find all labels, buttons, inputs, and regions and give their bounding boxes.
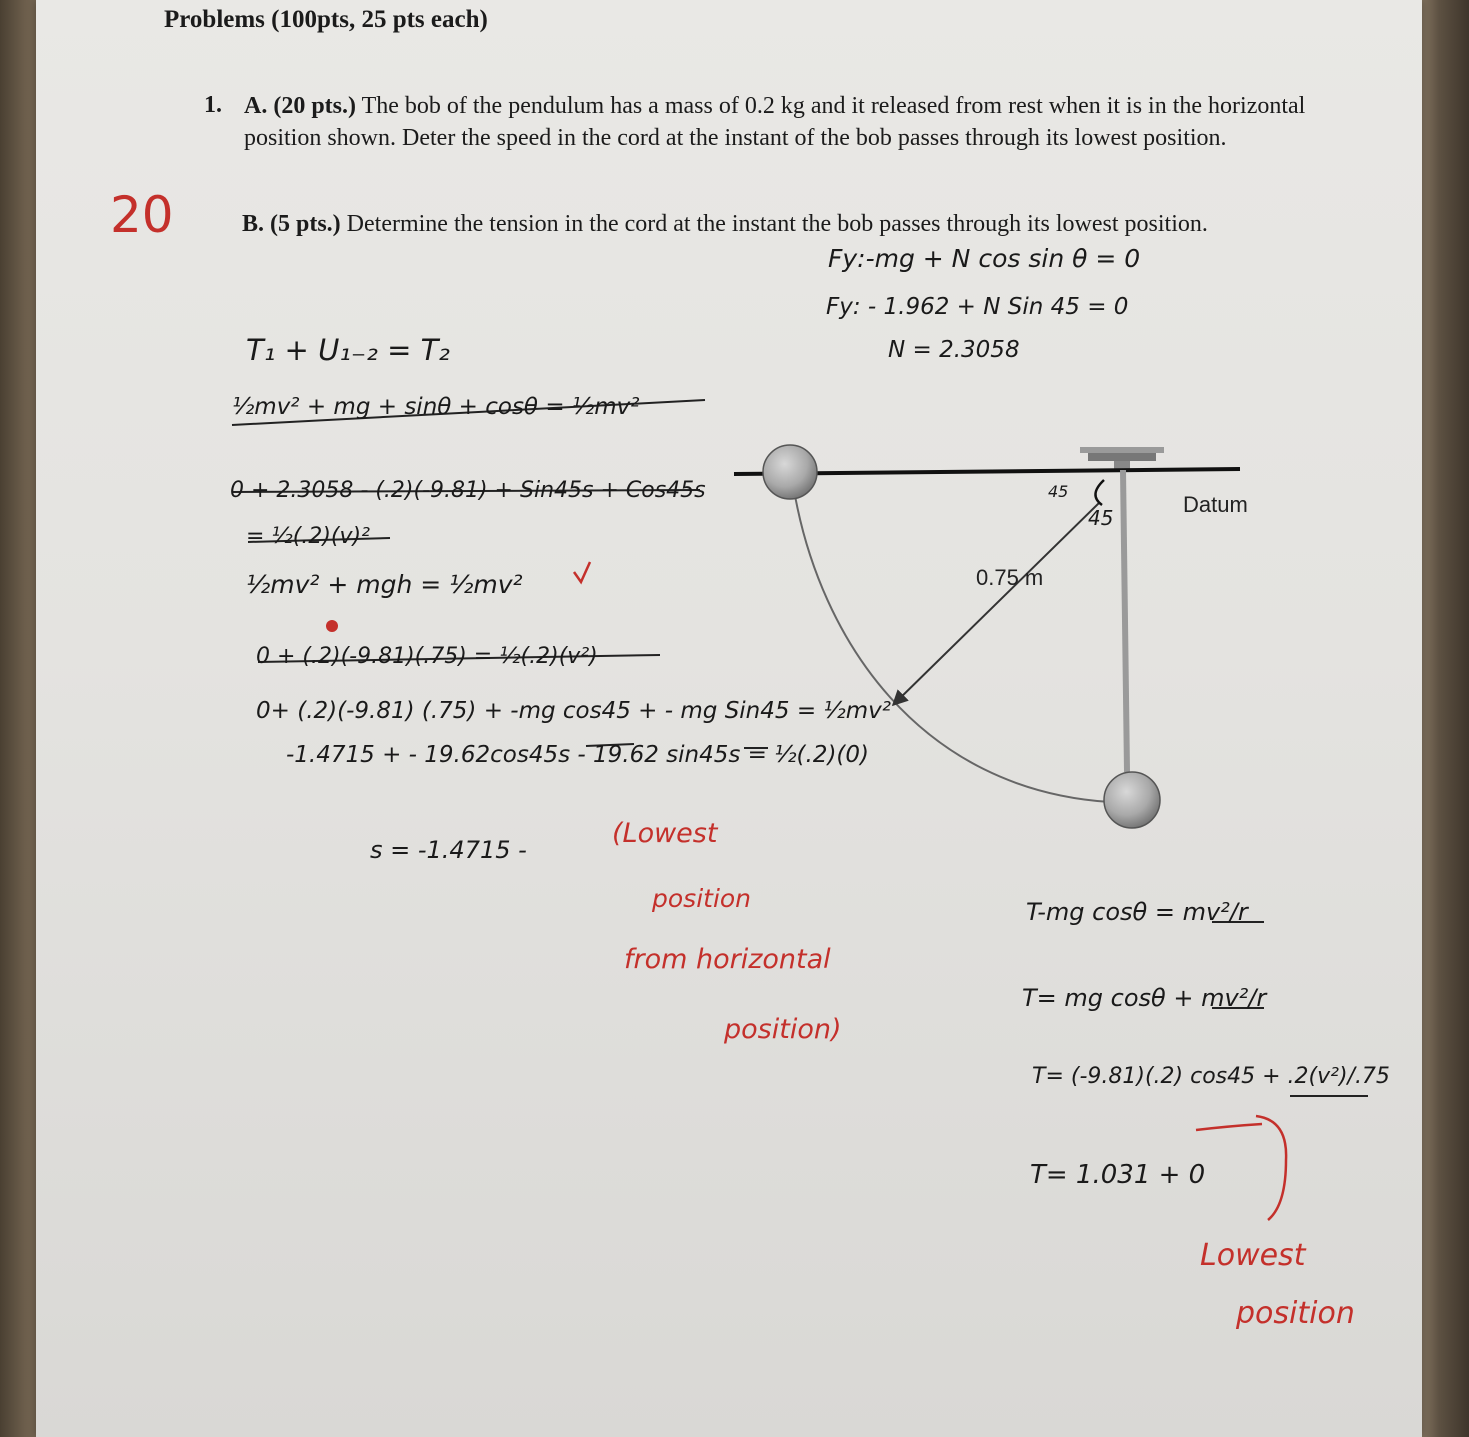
angle-note-1: 45	[1048, 482, 1069, 501]
energy-equation: ½mv² + mgh = ½mv²	[246, 570, 523, 599]
tension-substitution: T= (-9.81)(.2) cos45 + .2(v²)/.75	[1032, 1064, 1390, 1089]
energy-numeric-line: -1.4715 + - 19.62cos45s - 19.62 sin45s = ½(.2)(0)	[286, 742, 870, 768]
angle-note-2: 45	[1088, 506, 1114, 530]
grader-note-1-line-1: (Lowest	[612, 818, 718, 849]
grader-note-1-line-2: position	[652, 884, 752, 913]
crossed-out-line-1: ½mv² + mg + sinθ + cosθ = ½mv²	[232, 394, 640, 420]
problem-number: 1.	[204, 92, 222, 118]
grader-note-1-line-4: position)	[724, 1014, 842, 1045]
crossed-out-line-4: 0 + (.2)(-9.81)(.75) = ½(.2)(v²)	[256, 644, 598, 669]
datum-label: Datum	[1183, 492, 1248, 517]
part-a-body: The bob of the pendulum has a mass of 0.2 kg and it released from rest when it is in the horizontal position shown. Deter the speed in the cord at the instant of the bob passes through its lowest position.	[244, 93, 1306, 151]
tension-equation-1: T-mg cosθ = mv²/r	[1026, 898, 1248, 926]
grader-note-2-line-2: position	[1236, 1296, 1355, 1331]
tension-result: T= 1.031 + 0	[1030, 1160, 1206, 1190]
grader-score: 20	[110, 186, 174, 244]
grader-note-1-line-3: from horizontal	[624, 944, 831, 975]
normal-force-value: N = 2.3058	[888, 337, 1020, 363]
work-energy-equation: T₁ + U₁₋₂ = T₂	[246, 333, 450, 367]
angle-arc	[1095, 480, 1104, 505]
part-b-label: B. (5 pts.)	[242, 211, 341, 237]
grader-check-icon	[574, 562, 590, 582]
crossed-out-line-3: = ½(.2)(v)²	[246, 524, 370, 549]
fy-equation-2: Fy: - 1.962 + N Sin 45 = 0	[826, 294, 1129, 320]
part-b-body: Determine the tension in the cord at the instant the bob passes through its lowest position.	[346, 211, 1208, 237]
grader-bracket	[1256, 1116, 1286, 1220]
fy-equation-1: Fy:-mg + N cos sin θ = 0	[828, 244, 1141, 273]
length-label: 0.75 m	[976, 565, 1044, 590]
vertical-cord	[1123, 470, 1127, 772]
bob-initial-position	[763, 445, 817, 499]
length-dimension	[893, 502, 1100, 705]
bob-lowest-position	[1104, 772, 1160, 828]
grader-note-2-line-1: Lowest	[1200, 1238, 1306, 1273]
part-a-label: A. (20 pts.)	[244, 93, 356, 119]
section-header: Problems (100pts, 25 pts each)	[164, 6, 488, 33]
energy-substitution-line: 0+ (.2)(-9.81) (.75) + -mg cos45 + - mg Sin45 = ½mv²	[256, 698, 891, 724]
tension-equation-2: T= mg cosθ + mv²/r	[1022, 984, 1267, 1012]
s-result-line: s = -1.4715 -	[370, 836, 527, 864]
crossed-out-line-2: 0 + 2.3058 - (.2)(-9.81) + Sin45s + Cos45s	[230, 478, 706, 503]
ceiling-mount	[1080, 447, 1164, 471]
